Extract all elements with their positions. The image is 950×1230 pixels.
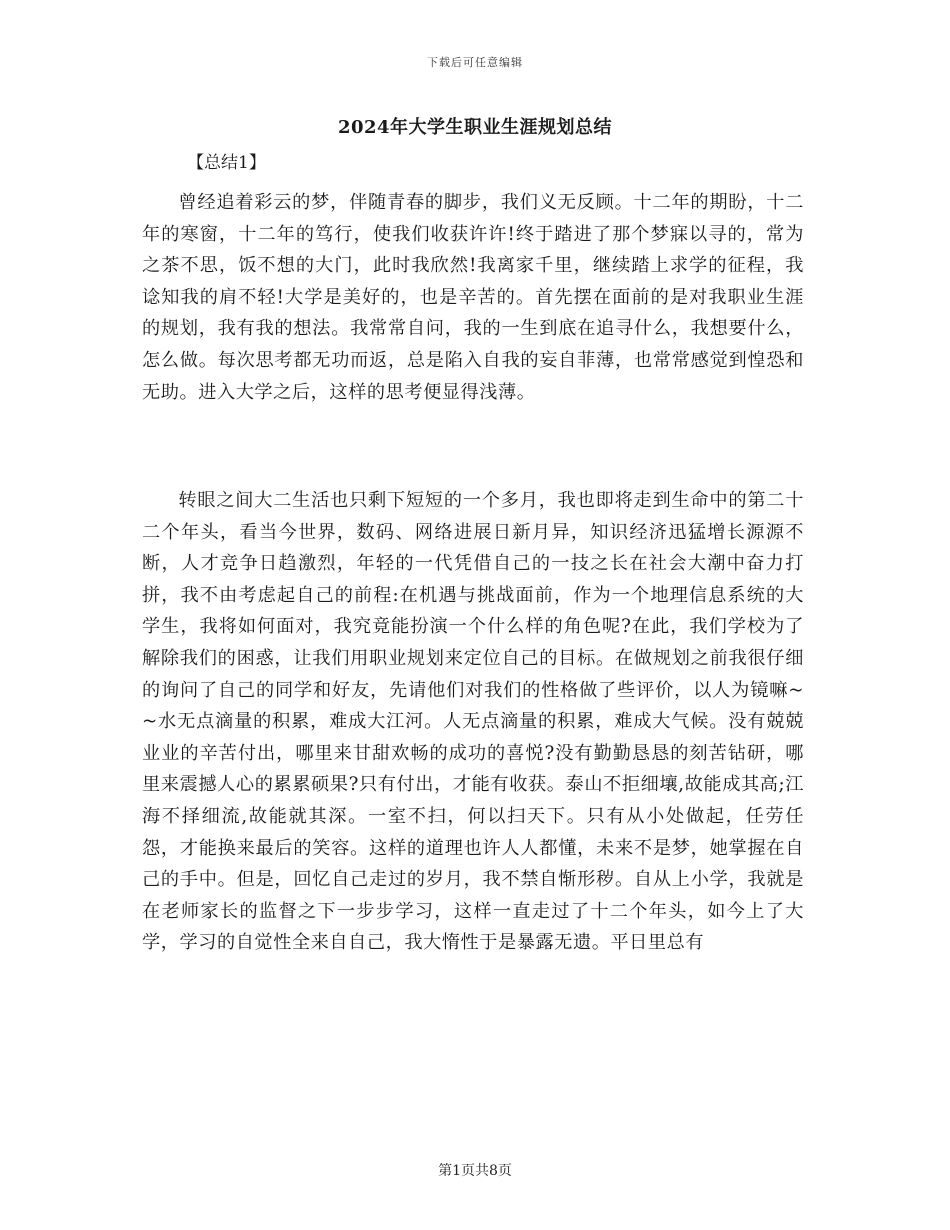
document-title: 2024年大学生职业生涯规划总结 [337,117,613,138]
paragraph: 转眼之间大二生活也只剩下短短的一个多月，我也即将走到生命中的第二十二个年头，看当今世界，数码、网络进展日新月异，知识经济迅猛增长源源不断，人才竞争日趋激烈，年轻的一代凭借自己的一技之长在社会大潮中奋力打拼，我不由考虑起自己的前程:在机遇与挑战面前，作为一个地理信息系统的大学生，我将如何面对，我究竟能扮演一个什么样的角色呢?在此，我们学校为了解除我们的困惑，让我们用职业规划来定位自己的目标。在做规划之前我很仔细的询问了自己的同学和好友，先请他们对我们的性格做了些评价，以人为镜嘛~~水无点滴量的积累，难成大江河。人无点滴量的积累，难成大气候。没有兢兢业业的辛苦付出，哪里来甘甜欢畅的成功的喜悦?没有勤勤恳恳的刻苦钻研，哪里来震撼人心的累累硕果?只有付出，才能有收获。泰山不拒细壤,故能成其高;江海不择细流,故能就其深。一室不扫，何以扫天下。只有从小处做起，任劳任怨，才能换来最后的笑容。这样的道理也许人人都懂，未来不是梦，她掌握在自己的手中。但是，回忆自己走过的岁月，我不禁自惭形秽。自从上小学，我就是在老师家长的监督之下一步步学习，这样一直走过了十二个年头，如今上了大学，学习的自觉性全来自自己，我大惰性于是暴露无遗。平日里总有 [142,490,804,954]
page-number-footer: 第1页共8页 [438,1163,512,1179]
header-note: 下载后可任意编辑 [427,56,523,69]
paragraph: 曾经追着彩云的梦，伴随青春的脚步，我们义无反顾。十二年的期盼，十二年的寒窗，十二年的笃行，使我们收获许许!终于踏进了那个梦寐以寻的，常为之茶不思，饭不想的大门，此时我欣然!我离家千里，继续踏上求学的征程，我谂知我的肩不轻!大学是美好的，也是辛苦的。首先摆在面前的是对我职业生涯的规划，我有我的想法。我常常自问，我的一生到底在追寻什么，我想要什么，怎么做。每次思考都无功而返，总是陷入自我的妄自菲薄，也常常感觉到惶恐和无助。进入大学之后，这样的思考便显得浅薄。 [142,192,804,403]
section-label: 【总结1】 [187,153,266,173]
